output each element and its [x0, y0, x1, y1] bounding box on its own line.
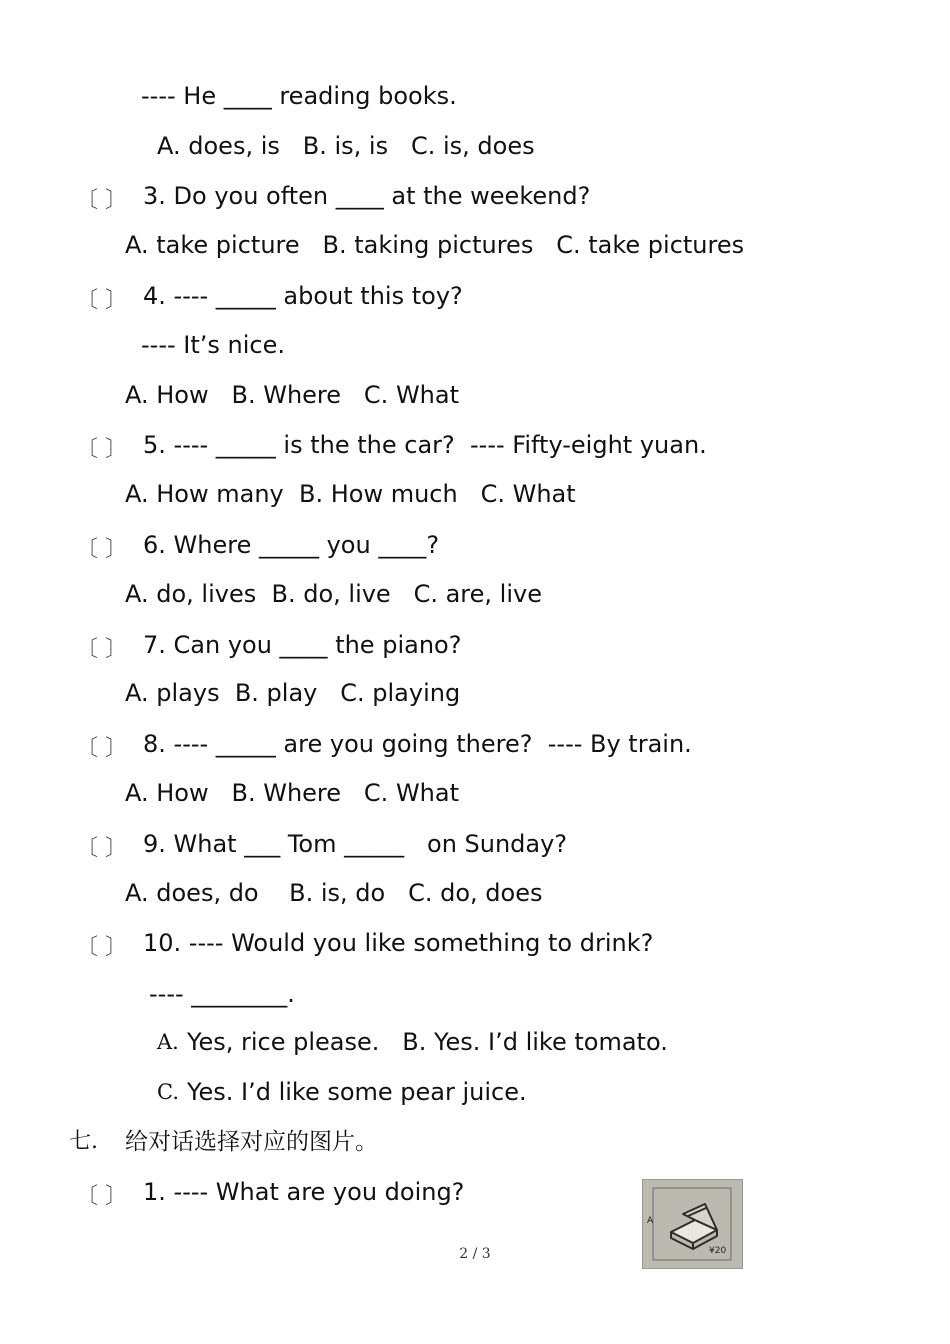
q10-option-a-label: A. [157, 1030, 179, 1054]
q10-option-c-text: Yes. I’d like some pear juice. [187, 1078, 527, 1106]
page-number: 2 / 3 [459, 1246, 491, 1262]
answer-bracket: 〔 〕 [76, 836, 127, 861]
picture-price: ¥20 [709, 1246, 727, 1256]
q6-question: 6. Where _____ you ____? [143, 531, 440, 559]
answer-bracket: 〔 〕 [76, 437, 127, 462]
answer-bracket: 〔 〕 [76, 637, 127, 662]
answer-bracket: 〔 〕 [76, 537, 127, 562]
answer-bracket: 〔 〕 [76, 188, 127, 213]
q4-options: A. How B. Where C. What [125, 381, 459, 409]
answer-bracket: 〔 〕 [76, 935, 127, 960]
q10-answer: ---- ________. [149, 980, 295, 1008]
section7-title: 给对话选择对应的图片。 [125, 1129, 378, 1155]
q3-question: 3. Do you often ____ at the weekend? [143, 182, 591, 210]
q8-question: 8. ---- _____ are you going there? ---- By train. [143, 730, 692, 758]
q10-question: 10. ---- Would you like something to drink? [143, 929, 654, 957]
q7-options: A. plays B. play C. playing [125, 679, 461, 707]
q9-options: A. does, do B. is, do C. do, does [125, 879, 543, 907]
q6-options: A. do, lives B. do, live C. are, live [125, 580, 542, 608]
q10-option-a-text: Yes, rice please. B. Yes. I’d like tomato. [187, 1028, 668, 1056]
q3-options: A. take picture B. taking pictures C. take pictures [125, 231, 745, 259]
q4-question: 4. ---- _____ about this toy? [143, 282, 463, 310]
q10-option-c-label: C. [157, 1080, 179, 1104]
q5-question: 5. ---- _____ is the the car? ---- Fifty-eight yuan. [143, 431, 707, 459]
q2-answer: ---- He ____ reading books. [141, 82, 457, 110]
q9-question: 9. What ___ Tom _____ on Sunday? [143, 830, 568, 858]
answer-bracket: 〔 〕 [76, 736, 127, 761]
answer-bracket: 〔 〕 [76, 288, 127, 313]
q2-options: A. does, is B. is, is C. is, does [157, 132, 535, 160]
answer-bracket: 〔 〕 [76, 1184, 127, 1209]
picture-label: A [647, 1216, 654, 1226]
section7-number: 七. [69, 1129, 98, 1154]
q7-question: 7. Can you ____ the piano? [143, 631, 462, 659]
q8-options: A. How B. Where C. What [125, 779, 459, 807]
q4-answer: ---- It’s nice. [141, 331, 285, 359]
q5-options: A. How many B. How much C. What [125, 480, 576, 508]
s7-q1-question: 1. ---- What are you doing? [143, 1178, 465, 1206]
